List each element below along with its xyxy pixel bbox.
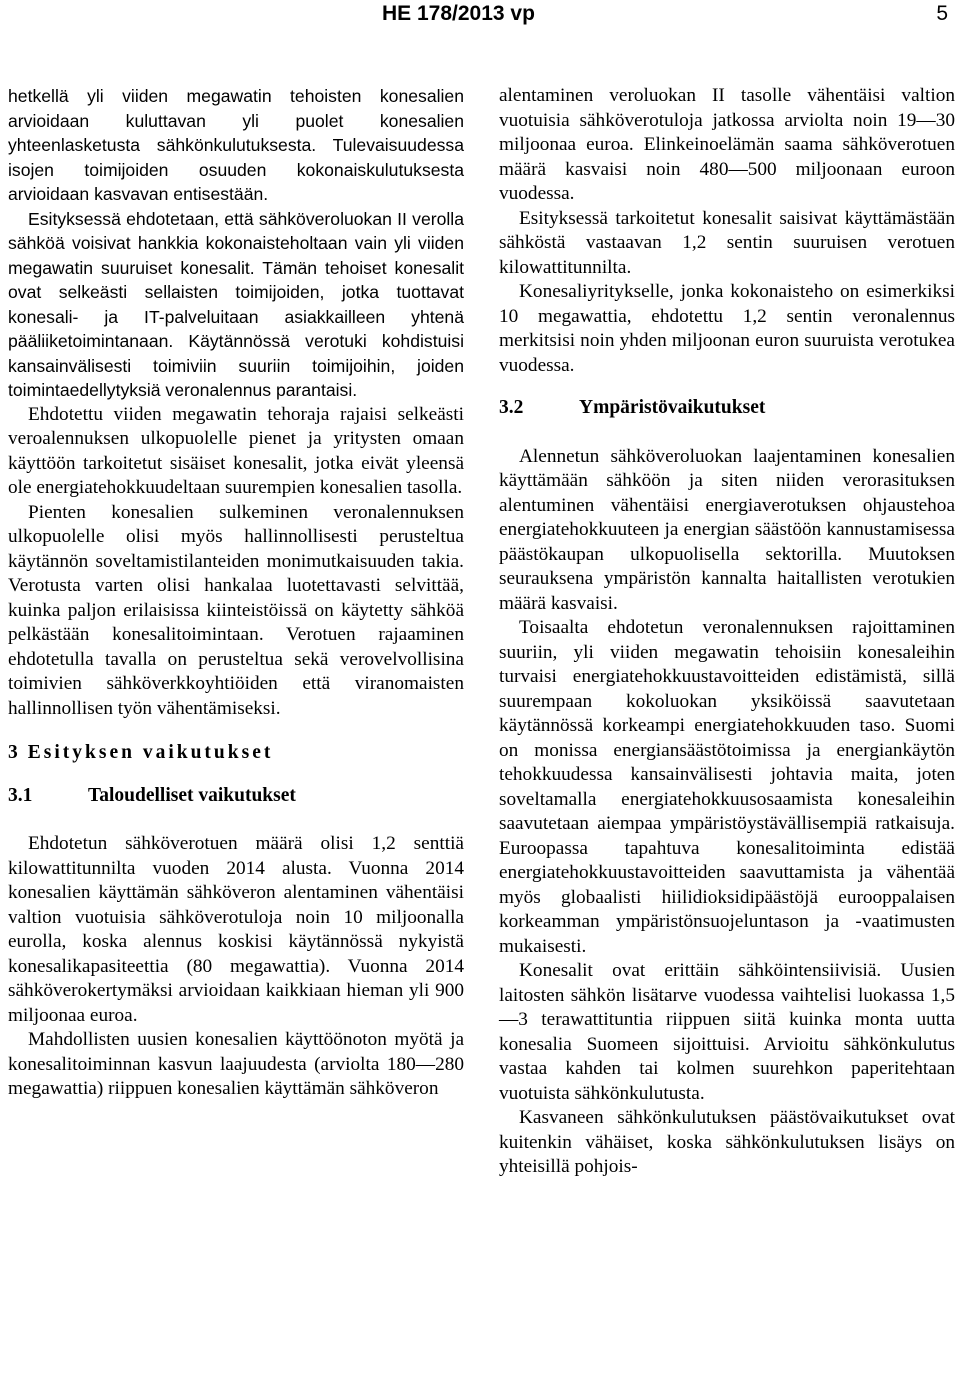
document-id: HE 178/2013 vp (382, 2, 535, 25)
paragraph: Konesaliyritykselle, jonka kokonaisteho on esimerkiksi 10 megawattia, ehdotettu 1,2 sentin veronalennus merkitsisi noin yhden miljoonan euron suuruista verotukea vuodessa. (499, 281, 955, 376)
paragraph: Alennetun sähköveroluokan laajentaminen konesalien käyttämään sähköön ja siten niiden verorasituksen alentuminen vähentäisi energiaverotuksen ohjaustehoa energiatehokkuuteen ja energian säästöön kannustamisessa päästökaupan ulkopuolisella sektorilla. Muutoksen seurauksena ympäristön kannalta haitallisten verotukien määrä kasvaisi. (499, 445, 955, 614)
paragraph: alentaminen veroluokan II tasolle vähentäisi valtion vuotuisia sähköverotuloja jatkossa arviolta noin 19—30 miljoonaa euroa. Elinkeinoelämän saama sähköverotuen määrä kasvaisi noin 480—500 miljoonaan euroon vuodessa. (499, 85, 955, 204)
paragraph: Ehdotettu viiden megawatin tehoraja rajaisi selkeästi veroalennuksen ulkopuolelle pienet ja yritysten omaan käyttöön tarkoitetut sisäiset konesalit, jotka eivät yleensä ole energiatehokkuudeltaan suurempien konesalien tasolla. (8, 403, 464, 498)
section-number: 3 (8, 742, 18, 763)
subsection-title: Ympäristövaikutukset (579, 397, 766, 418)
paragraph: Mahdollisten uusien konesalien käyttöönoton myötä ja konesalitoiminnan kasvun laajuudesta (arviolta 180—280 megawattia) riippuen konesalien käyttämän sähköveron (8, 1029, 464, 1099)
paragraph: Toisaalta ehdotetun veronalennuksen rajoittaminen suuriin, yli viiden megawatin tehoisiin konesaleihin turvaisi energiatehokkuustavoitteiden edistämistä, sillä suurempaan kokoluokan yksiköissä saavutetaan käytännössä korkeampi energiatehokkuuden taso. Suomi on monissa energiansäästötoimissa ja energiankäytön tehokkuudessa kansainvälisesti johtavia maita, joten soveltamalla energiatehokkuusosaamista konesaleihin saavutetaan aiempaa ympäristöystävällisempiä ratkaisuja. Euroopassa tapahtuva konesalitoiminta edistää energiatehokkuustavoitteiden saavuttamista ja vähentää myös globaalisti hiilidioksidipäästöjä eurooppalaisen korkeamman ympäristönsuojeluntason ja -vaatimusten mukaisesti. (499, 617, 955, 957)
section-heading (8, 741, 464, 766)
subsection-number: 3.2 (499, 397, 524, 418)
page-header (0, 0, 960, 34)
subsection-heading (8, 784, 464, 809)
subsection-number: 3.1 (8, 784, 33, 806)
page-number: 5 (936, 2, 948, 25)
paragraph: Esityksessä tarkoitetut konesalit saisivat käyttämästään sähköstä vastaavan 1,2 sentin suuruisen verotuen kilowattitunnilta. (499, 207, 955, 278)
left-column (8, 84, 464, 1102)
paragraph: Esityksessä ehdotetaan, että sähköveroluokan II verolla sähköä voisivat hankkia kokonaisteholtaan vain yli viiden megawatin suuruiset konesalit. Tämän tehoiset konesalit ovat selkeästi sellaisten toimijoiden, jotka tuottavat konesali- ja IT-palveluitaan asiakkailleen yhtenä pääliiketoimintanaan. Käytännössä verotuki kohdistuisi kansainvälisesti toimiviin suuriin toimijoihin, joiden toimintaedellytyksiä veronalennus parantaisi. (8, 208, 464, 400)
paragraph: Ehdotetun sähköverotuen määrä olisi 1,2 senttiä kilowattitunnilta vuoden 2014 alusta. Vuonna 2014 konesalien käyttämän sähköveron alentaminen vähentäisi valtion vuotuisia sähköverotuloja noin 10 miljoonalla eurolla, koska alennus koskisi käytännössä nykyistä konesalikapasiteettia (80 megawattia). Vuonna 2014 sähköverokertymäksi arvioidaan kaikkiaan hieman yli 900 miljoonaa euroa. (8, 833, 464, 1026)
paragraph: hetkellä yli viiden megawatin tehoisten konesalien arvioidaan kuluttavan yli puolet konesalien yhteenlasketusta sähkönkulutuksesta. Tulevaisuudessa isojen toimijoiden osuuden kokonaiskulutuksesta arvioidaan kasvavan entisestään. (8, 86, 464, 204)
subsection-heading (499, 396, 955, 421)
section-title: Esityksen vaikutukset (27, 742, 274, 763)
right-column (499, 84, 955, 1180)
subsection-title: Taloudelliset vaikutukset (88, 784, 296, 806)
paragraph: Konesalit ovat erittäin sähköintensiivisiä. Uusien laitosten sähkön lisätarve vuodessa vaihtelisi luokassa 1,5—3 terawattituntia riippuen siitä kuinka monta uutta konesalia Suomeen sijoittuisi. Arvioitu sähkönkulutus vastaa kahden tai kolmen suurehkon paperitehtaan vuotuista sähkönkulutusta. (499, 960, 955, 1104)
paragraph: Kasvaneen sähkönkulutuksen päästövaikutukset ovat kuitenkin vähäiset, koska sähkönkulutuksen lisäys on yhteisillä pohjois- (499, 1107, 955, 1177)
paragraph: Pienten konesalien sulkeminen veronalennuksen ulkopuolelle olisi myös hallinnollisesti perusteltua käytännön soveltamistilanteiden monimutkaisuuden takia. Verotusta varten olisi hankalaa luotettavasti selvittää, kuinka paljon erilaisissa kiinteistöissä on käytetty sähköä pelkästään konesalitoimintaan. Verotuen rajaaminen ehdotetulla tavalla on perusteltua sekä verovelvollisina toimivien sähköverkkoyhtiöiden että viranomaisten hallinnollisen työn vähentämiseksi. (8, 501, 464, 719)
